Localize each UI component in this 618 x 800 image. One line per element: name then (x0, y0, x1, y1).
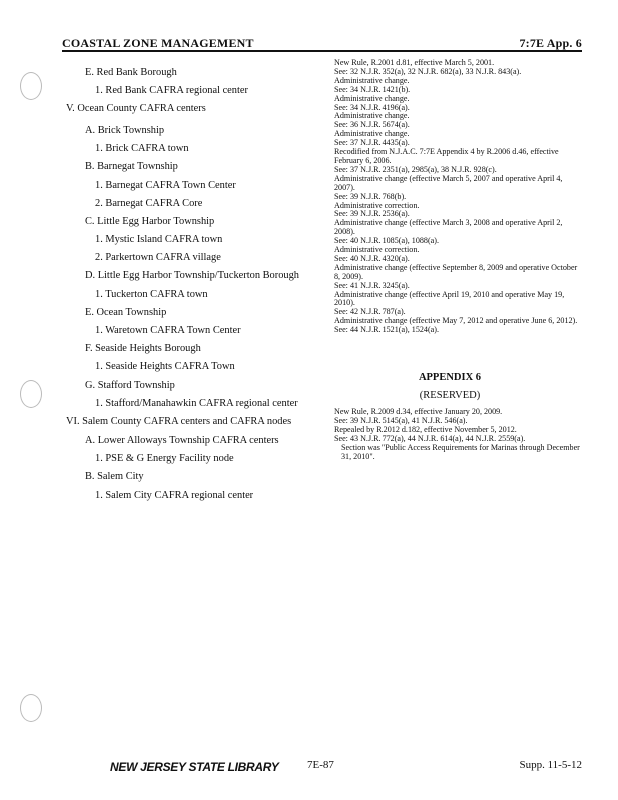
history-note: See: 39 N.J.R. 2536(a). (334, 209, 410, 219)
binder-hole-mark (20, 694, 42, 722)
list-item: D. Little Egg Harbor Township/Tuckerton Borough (85, 270, 299, 281)
history-note: See: 36 N.J.R. 5674(a). (334, 120, 410, 130)
list-item: B. Salem City (85, 471, 144, 482)
history-note: See: 39 N.J.R. 768(b). (334, 191, 407, 201)
history-note: See: 42 N.J.R. 787(a). (334, 307, 406, 317)
appendix-subtitle: (RESERVED) (419, 390, 481, 401)
list-item: F. Seaside Heights Borough (85, 343, 201, 354)
history-note: Administrative change (effective September 8, 2009 and operative October 8, 2009). (334, 262, 578, 281)
list-item: 2. Parkertown CAFRA village (95, 252, 221, 263)
history-note: See: 41 N.J.R. 3245(a). (334, 280, 410, 290)
history-note: Administrative change. (334, 75, 410, 85)
history-note: See: 40 N.J.R. 4320(a). (334, 253, 410, 263)
history-note: Recodified from N.J.A.C. 7:7E Appendix 4 by R.2006 d.46, effective February 6, 2006. (334, 147, 559, 165)
list-item: 1. Tuckerton CAFRA town (95, 289, 208, 300)
supplement-date: Supp. 11-5-12 (519, 759, 582, 771)
running-header-right: 7:7E App. 6 (519, 36, 582, 50)
list-item: 1. Brick CAFRA town (95, 143, 189, 154)
list-item: 1. Red Bank CAFRA regional center (95, 85, 248, 96)
list-item: C. Little Egg Harbor Township (85, 216, 215, 227)
history-note: New Rule, R.2001 d.81, effective March 5, 2001. (334, 58, 495, 67)
history-notes (334, 59, 582, 335)
appendix-title: APPENDIX 6 (418, 372, 482, 383)
list-item: 1. Mystic Island CAFRA town (95, 234, 223, 245)
history-note: Administrative change. (334, 129, 410, 139)
appendix-note: See: 43 N.J.R. 772(a), 44 N.J.R. 614(a), 44 N.J.R. 2559(a). (334, 433, 526, 443)
appendix-note: Section was "Public Access Requirements for Marinas through December 31, 2010". (341, 442, 580, 461)
history-note: Administrative correction. (334, 200, 420, 210)
list-item: 1. PSE & G Energy Facility node (95, 453, 234, 464)
list-item: 1. Salem City CAFRA regional center (95, 490, 254, 501)
history-note: See: 34 N.J.R. 4196(a). (334, 102, 410, 112)
history-note: See: 32 N.J.R. 352(a), 32 N.J.R. 682(a), 33 N.J.R. 843(a). (334, 66, 522, 76)
header-rule (62, 50, 582, 52)
list-item: A. Brick Township (85, 125, 165, 136)
history-note: See: 40 N.J.R. 1085(a), 1088(a). (334, 236, 439, 246)
history-note: Administrative change. (334, 111, 410, 121)
appendix-note: Repealed by R.2012 d.182, effective November 5, 2012. (334, 424, 517, 434)
appendix-note: See: 39 N.J.R. 5145(a), 41 N.J.R. 546(a). (334, 415, 468, 425)
history-note: Administrative change (effective March 3, 2008 and operative April 2, 2008). (334, 218, 563, 237)
list-item: A. Lower Alloways Township CAFRA centers (85, 435, 279, 446)
history-note: Administrative change (effective March 5, 2007 and operative April 4, 2007). (334, 173, 563, 192)
list-item: 2. Barnegat CAFRA Core (95, 198, 203, 209)
list-item: E. Red Bank Borough (85, 67, 177, 78)
list-item: 1. Seaside Heights CAFRA Town (95, 361, 235, 372)
running-header-left: COASTAL ZONE MANAGEMENT (62, 36, 254, 50)
history-note: Administrative change. (334, 93, 410, 103)
list-item: VI. Salem County CAFRA centers and CAFRA nodes (66, 416, 292, 427)
page-number: 7E-87 (307, 759, 334, 771)
list-item: 1. Barnegat CAFRA Town Center (95, 180, 236, 191)
history-note: See: 37 N.J.R. 2351(a), 2985(a), 38 N.J.R. 928(c). (334, 164, 497, 174)
list-item: B. Barnegat Township (85, 161, 178, 172)
history-note: See: 34 N.J.R. 1421(b). (334, 84, 411, 94)
list-item: E. Ocean Township (85, 307, 167, 318)
list-item: V. Ocean County CAFRA centers (66, 103, 206, 114)
list-item: G. Stafford Township (85, 380, 175, 391)
history-note: Administrative change (effective April 19, 2010 and operative May 19, 2010). (334, 289, 565, 308)
history-note: Administrative correction. (334, 245, 420, 255)
history-note: See: 37 N.J.R. 4435(a). (334, 138, 410, 148)
list-item: 1. Waretown CAFRA Town Center (95, 325, 241, 336)
history-note: See: 44 N.J.R. 1521(a), 1524(a). (334, 325, 439, 335)
binder-hole-mark (20, 380, 42, 408)
appendix-note: New Rule, R.2009 d.34, effective January 20, 2009. (334, 407, 503, 416)
history-note: Administrative change (effective May 7, 2012 and operative June 6, 2012). (334, 316, 578, 326)
list-item: 1. Stafford/Manahawkin CAFRA regional center (95, 398, 298, 409)
appendix-notes (334, 408, 582, 461)
library-stamp: NEW JERSEY STATE LIBRARY (110, 760, 279, 774)
binder-hole-mark (20, 72, 42, 100)
